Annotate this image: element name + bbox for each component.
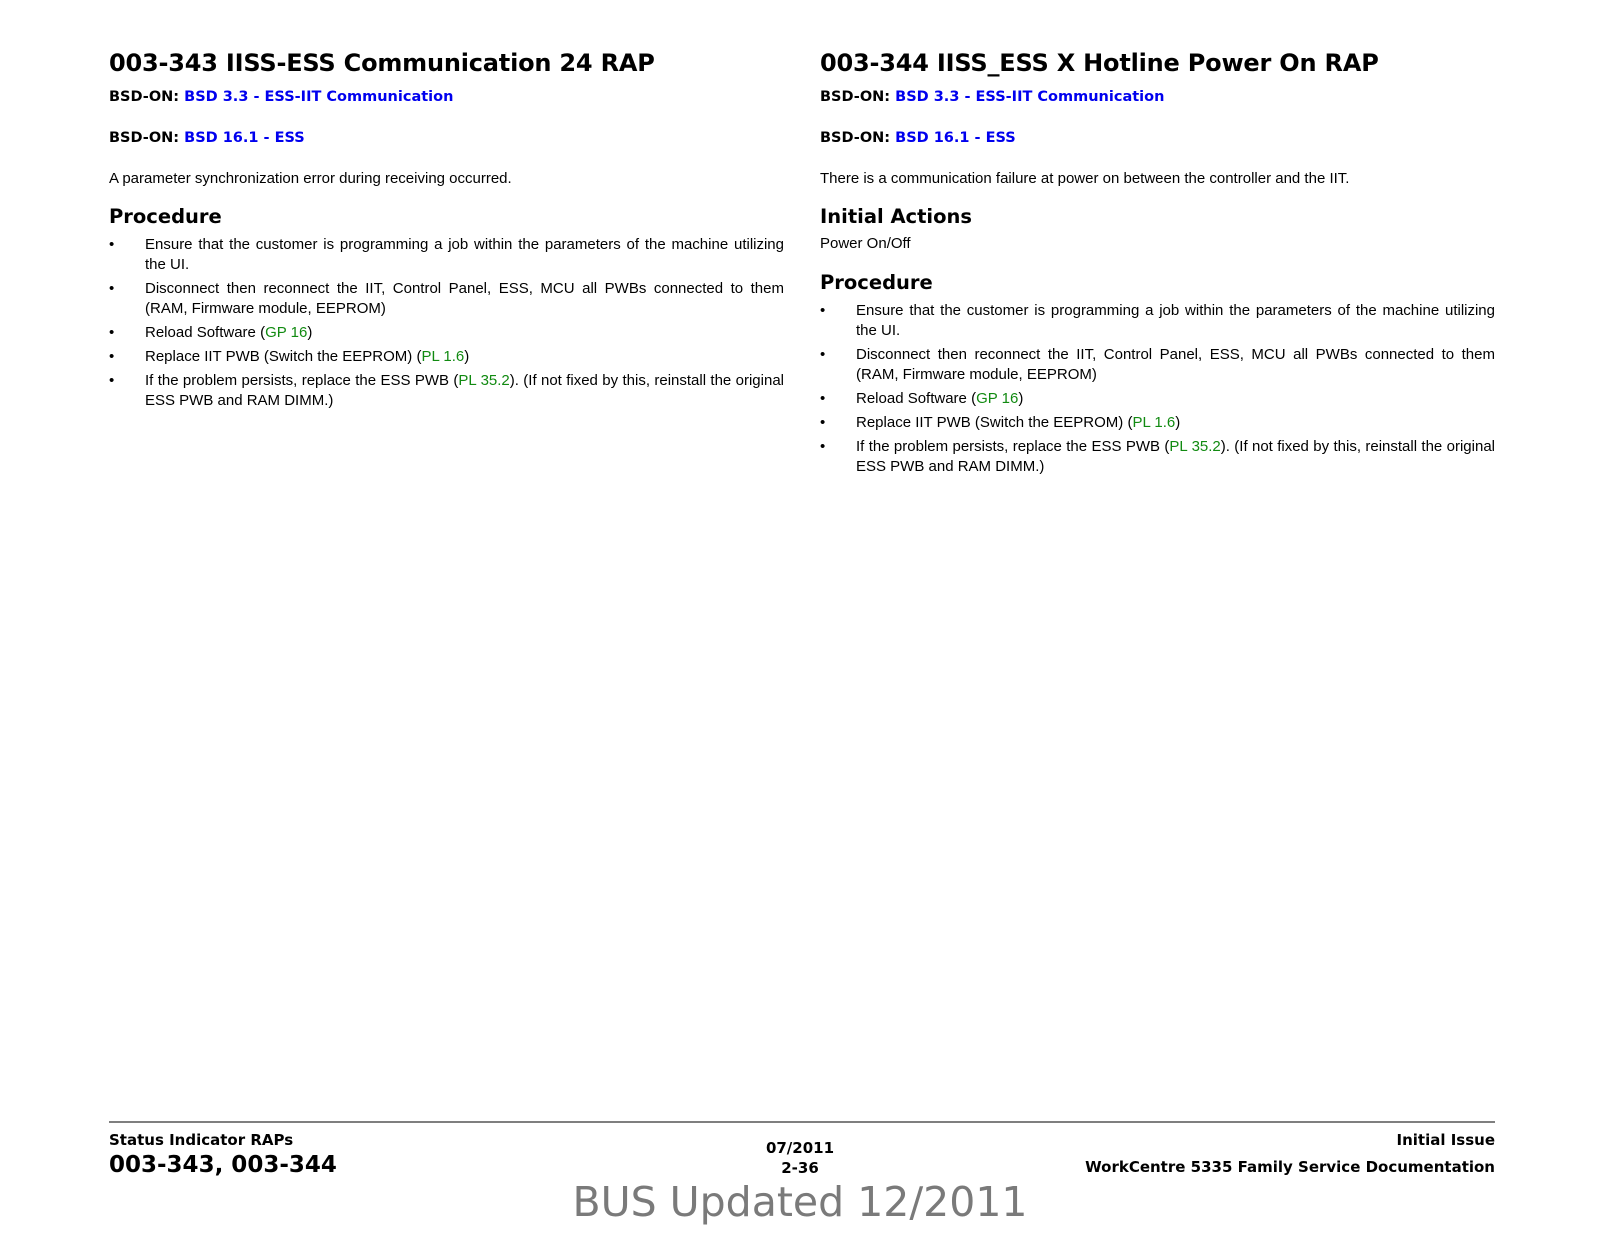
step-text: Disconnect then reconnect the IIT, Control Panel, ESS, MCU all PWBs connected to them (RAM, Firmware module, EEPROM)	[856, 346, 1495, 383]
procedure-list	[820, 301, 1495, 477]
footer-right	[1085, 1131, 1495, 1185]
step-text: If the problem persists, replace the ESS PWB (	[145, 372, 459, 389]
bullet-icon: •	[109, 324, 115, 341]
bsd-link[interactable]: BSD 3.3 - ESS-IIT Communication	[184, 89, 454, 105]
step-text: Reload Software (	[145, 324, 266, 341]
footer-section: Status Indicator RAPs	[109, 1131, 294, 1149]
procedure-step	[820, 345, 1495, 385]
step-text: Reload Software (	[856, 390, 977, 407]
bsd-label: BSD-ON:	[109, 130, 185, 146]
bullet-icon: •	[820, 346, 826, 363]
bullet-icon: •	[109, 280, 115, 297]
bullet-icon: •	[109, 236, 115, 253]
initial-actions-text: Power On/Off	[820, 235, 911, 252]
gp-link[interactable]: GP 16	[976, 390, 1019, 407]
bsd-link[interactable]: BSD 16.1 - ESS	[895, 130, 1016, 146]
step-text: Replace IIT PWB (Switch the EEPROM) (	[145, 348, 422, 365]
procedure-list	[109, 235, 784, 411]
procedure-step	[109, 323, 784, 343]
procedure-step	[109, 279, 784, 319]
footer-date: 07/2011	[765, 1139, 835, 1157]
bsd-reference	[820, 88, 1495, 106]
fault-description: A parameter synchronization error during receiving occurred.	[109, 170, 512, 187]
pl-link[interactable]: PL 1.6	[1132, 414, 1176, 431]
bullet-icon: •	[820, 302, 826, 319]
pl-link[interactable]: PL 1.6	[421, 348, 465, 365]
update-stamp: BUS Updated 12/2011	[572, 1178, 1028, 1226]
step-text: )	[1018, 390, 1024, 407]
fault-description: There is a communication failure at power on between the controller and the IIT.	[820, 170, 1350, 187]
procedure-heading: Procedure	[820, 271, 933, 294]
step-text: Ensure that the customer is programming a job within the parameters of the machine utilizing the UI.	[145, 236, 784, 273]
bsd-link[interactable]: BSD 16.1 - ESS	[184, 130, 305, 146]
bsd-label: BSD-ON:	[820, 130, 896, 146]
right-rap-column	[820, 48, 1495, 481]
step-text: If the problem persists, replace the ESS PWB (	[856, 438, 1170, 455]
bullet-icon: •	[820, 414, 826, 431]
procedure-step	[820, 437, 1495, 477]
initial-actions-heading: Initial Actions	[820, 205, 973, 228]
step-text: )	[307, 324, 313, 341]
bsd-reference	[109, 88, 784, 106]
step-text: )	[464, 348, 470, 365]
footer-center	[700, 1138, 900, 1178]
bullet-icon: •	[820, 390, 826, 407]
procedure-step	[820, 301, 1495, 341]
step-text: Replace IIT PWB (Switch the EEPROM) (	[856, 414, 1133, 431]
bullet-icon: •	[820, 438, 826, 455]
pl-link[interactable]: PL 35.2	[1169, 438, 1221, 455]
procedure-heading: Procedure	[109, 205, 222, 228]
bsd-link[interactable]: BSD 3.3 - ESS-IIT Communication	[895, 89, 1165, 105]
gp-link[interactable]: GP 16	[265, 324, 308, 341]
rap-title: 003-344 IISS_ESS X Hotline Power On RAP	[820, 49, 1379, 77]
left-rap-column	[109, 48, 784, 415]
footer-left	[109, 1131, 337, 1179]
rap-title: 003-343 IISS-ESS Communication 24 RAP	[109, 49, 655, 77]
footer-product: WorkCentre 5335 Family Service Documentation	[1085, 1158, 1495, 1176]
step-text: ). (If not fixed by this, reinstall the original ESS PWB and RAM DIMM.)	[856, 438, 1495, 475]
bsd-reference	[820, 129, 1495, 147]
bsd-label: BSD-ON:	[109, 89, 185, 105]
bsd-label: BSD-ON:	[820, 89, 896, 105]
page-number: 2-36	[781, 1159, 819, 1177]
step-text: Disconnect then reconnect the IIT, Control Panel, ESS, MCU all PWBs connected to them (RAM, Firmware module, EEPROM)	[145, 280, 784, 317]
pl-link[interactable]: PL 35.2	[458, 372, 510, 389]
procedure-step	[109, 347, 784, 367]
procedure-step	[820, 389, 1495, 409]
procedure-step	[109, 235, 784, 275]
footer-codes: 003-343, 003-344	[109, 1152, 337, 1178]
step-text: Ensure that the customer is programming a job within the parameters of the machine utilizing the UI.	[856, 302, 1495, 339]
step-text: ). (If not fixed by this, reinstall the original ESS PWB and RAM DIMM.)	[145, 372, 784, 409]
procedure-step	[109, 371, 784, 411]
procedure-step	[820, 413, 1495, 433]
bullet-icon: •	[109, 348, 115, 365]
step-text: )	[1175, 414, 1181, 431]
bullet-icon: •	[109, 372, 115, 389]
bsd-reference	[109, 129, 784, 147]
footer-divider	[109, 1121, 1495, 1123]
footer-issue: Initial Issue	[1396, 1131, 1495, 1149]
